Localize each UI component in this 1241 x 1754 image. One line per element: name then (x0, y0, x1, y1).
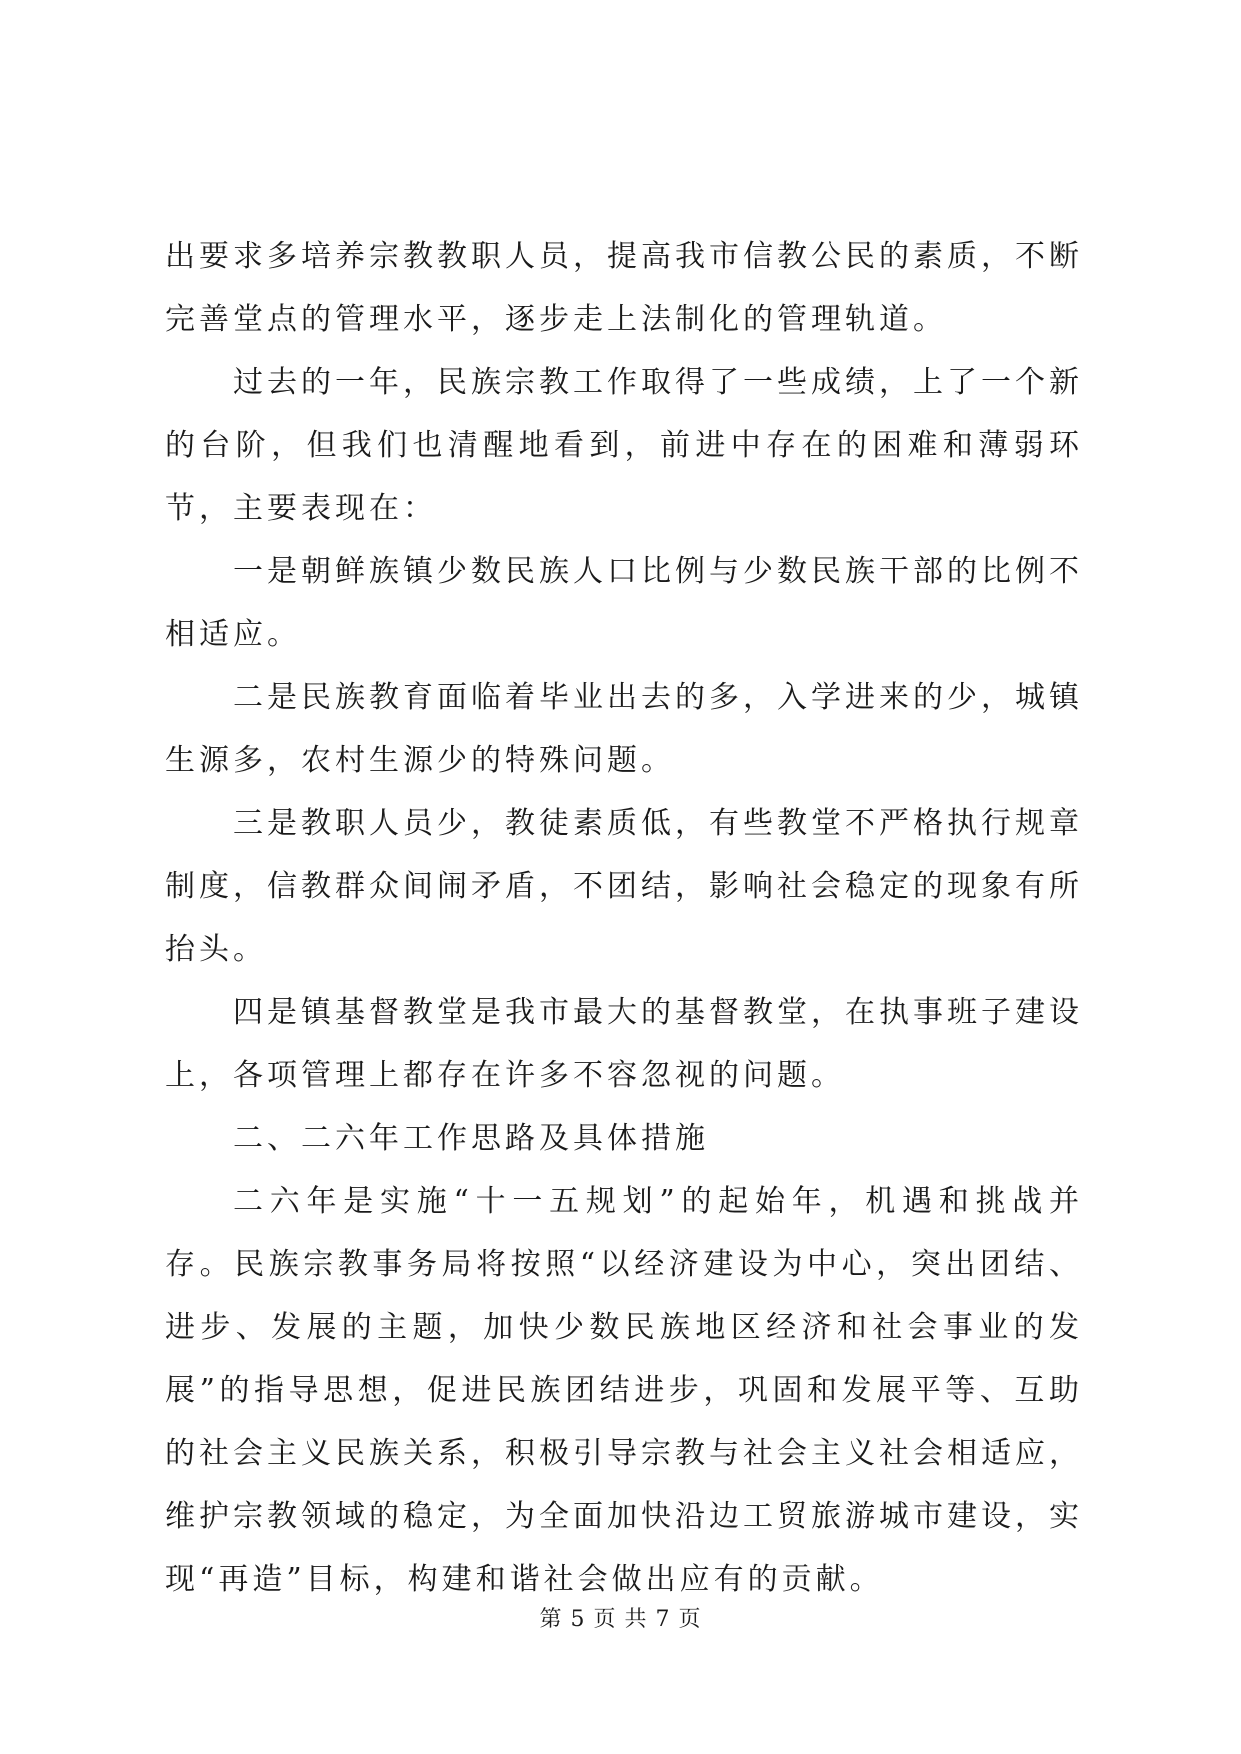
document-body (165, 225, 1083, 1611)
section-heading: 二、二六年工作思路及具体措施 (233, 1121, 709, 1156)
paragraph-plan: 二六年是实施“十一五规划”的起始年，机遇和挑战并存。民族宗教事务局将按照“以经济建设为中心，突出团结、进步、发展的主题，加快少数民族地区经济和社会事业的发展”的指导思想，促进民族团结进步，巩固和发展平等、互助的社会主义民族关系，积极引导宗教与社会主义社会相适应，维护宗教领域的稳定，为全面加快沿边工贸旅游城市建设，实现“再造”目标，构建和谐社会做出应有的贡献。 (165, 1184, 1083, 1597)
paragraph-issue-one: 一是朝鲜族镇少数民族人口比例与少数民族干部的比例不相适应。 (165, 554, 1083, 652)
paragraph-issue-four: 四是镇基督教堂是我市最大的基督教堂，在执事班子建设上，各项管理上都存在许多不容忽视的问题。 (165, 995, 1083, 1093)
paragraph-continuation: 出要求多培养宗教教职人员，提高我市信教公民的素质，不断完善堂点的管理水平，逐步走上法制化的管理轨道。 (165, 239, 1083, 337)
paragraph-summary: 过去的一年，民族宗教工作取得了一些成绩，上了一个新的台阶，但我们也清醒地看到，前进中存在的困难和薄弱环节，主要表现在： (165, 365, 1083, 526)
paragraph-issue-two: 二是民族教育面临着毕业出去的多，入学进来的少，城镇生源多，农村生源少的特殊问题。 (165, 680, 1083, 778)
page-number-footer: 第 5 页 共 7 页 (539, 1607, 702, 1632)
paragraph-issue-three: 三是教职人员少，教徒素质低，有些教堂不严格执行规章制度，信教群众间闹矛盾，不团结，影响社会稳定的现象有所抬头。 (165, 806, 1083, 967)
